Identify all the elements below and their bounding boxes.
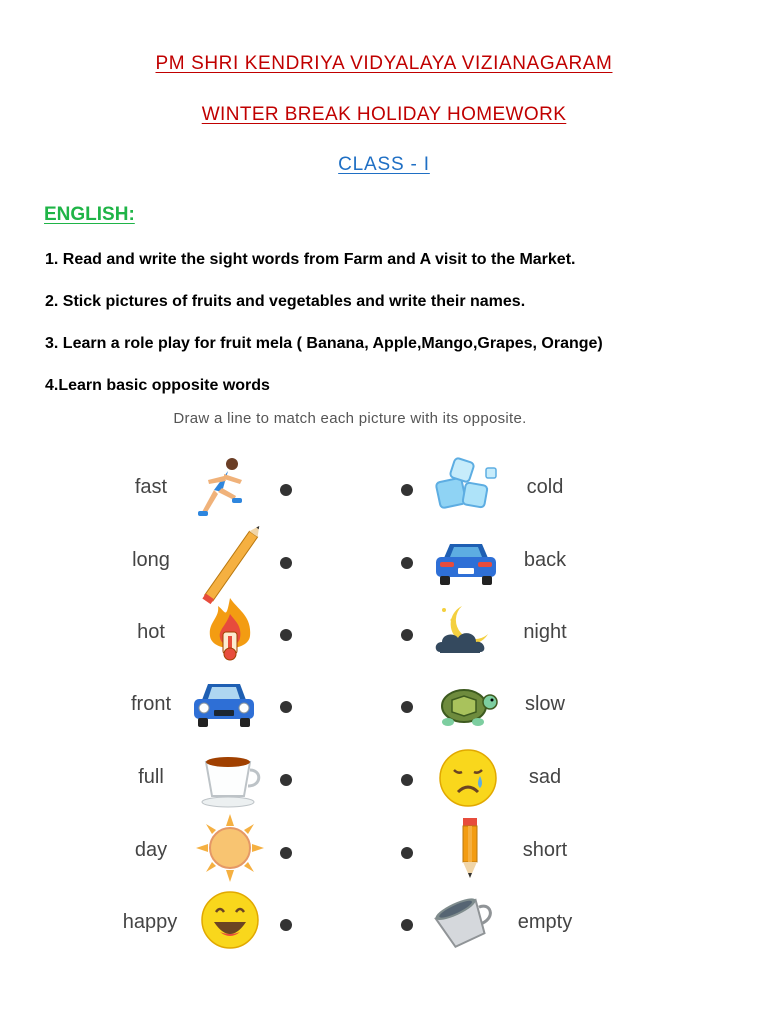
sad-face-icon	[434, 744, 502, 812]
full-cup-icon	[196, 742, 264, 810]
school-title: PM SHRI KENDRIYA VIDYALAYA VIZIANAGARAM	[155, 53, 613, 74]
word-slow: slow	[524, 693, 565, 715]
match-dot[interactable]	[401, 557, 413, 569]
word-empty: empty	[517, 911, 573, 933]
match-dot[interactable]	[280, 847, 292, 859]
car-back-icon	[432, 528, 500, 596]
moon-cloud-icon	[432, 598, 500, 666]
word-short: short	[522, 839, 568, 861]
match-dot[interactable]	[280, 774, 292, 786]
match-dot[interactable]	[401, 484, 413, 496]
match-dot[interactable]	[280, 484, 292, 496]
match-dot[interactable]	[280, 629, 292, 641]
match-dot[interactable]	[280, 919, 292, 931]
subject-title: ENGLISH:	[44, 204, 135, 225]
turtle-icon	[432, 672, 500, 740]
long-pencil-icon	[188, 516, 280, 608]
word-back: back	[523, 549, 567, 571]
match-dot[interactable]	[280, 557, 292, 569]
word-front: front	[130, 693, 172, 715]
task-2: 2. Stick pictures of fruits and vegetables and write their names.	[45, 293, 526, 310]
word-fast: fast	[134, 476, 168, 498]
task-1: 1. Read and write the sight words from Farm and A visit to the Market.	[45, 251, 576, 268]
running-man-icon	[184, 454, 252, 522]
short-pencil-icon	[436, 814, 504, 882]
fire-thermometer-icon	[196, 596, 264, 664]
match-dot[interactable]	[401, 774, 413, 786]
ice-cubes-icon	[432, 456, 500, 524]
task-4: 4.Learn basic opposite words	[45, 377, 270, 394]
worksheet-instruction: Draw a line to match each picture with its opposite.	[173, 410, 527, 427]
match-dot[interactable]	[401, 701, 413, 713]
word-hot: hot	[137, 621, 165, 643]
word-day: day	[134, 839, 168, 861]
match-dot[interactable]	[401, 847, 413, 859]
word-full: full	[138, 766, 164, 788]
happy-face-icon	[196, 886, 264, 954]
class-title: CLASS - I	[338, 154, 430, 175]
word-sad: sad	[528, 766, 562, 788]
car-front-icon	[190, 670, 258, 738]
match-dot[interactable]	[401, 919, 413, 931]
opposites-worksheet	[0, 400, 768, 960]
homework-title: WINTER BREAK HOLIDAY HOMEWORK	[201, 104, 567, 125]
match-dot[interactable]	[401, 629, 413, 641]
task-3: 3. Learn a role play for fruit mela ( Banana, Apple,Mango,Grapes, Orange)	[45, 335, 603, 352]
word-cold: cold	[526, 476, 564, 498]
word-night: night	[523, 621, 567, 643]
word-long: long	[132, 549, 170, 571]
empty-cup-icon	[432, 888, 500, 956]
sun-icon	[196, 814, 264, 882]
match-dot[interactable]	[280, 701, 292, 713]
word-happy: happy	[122, 911, 178, 933]
